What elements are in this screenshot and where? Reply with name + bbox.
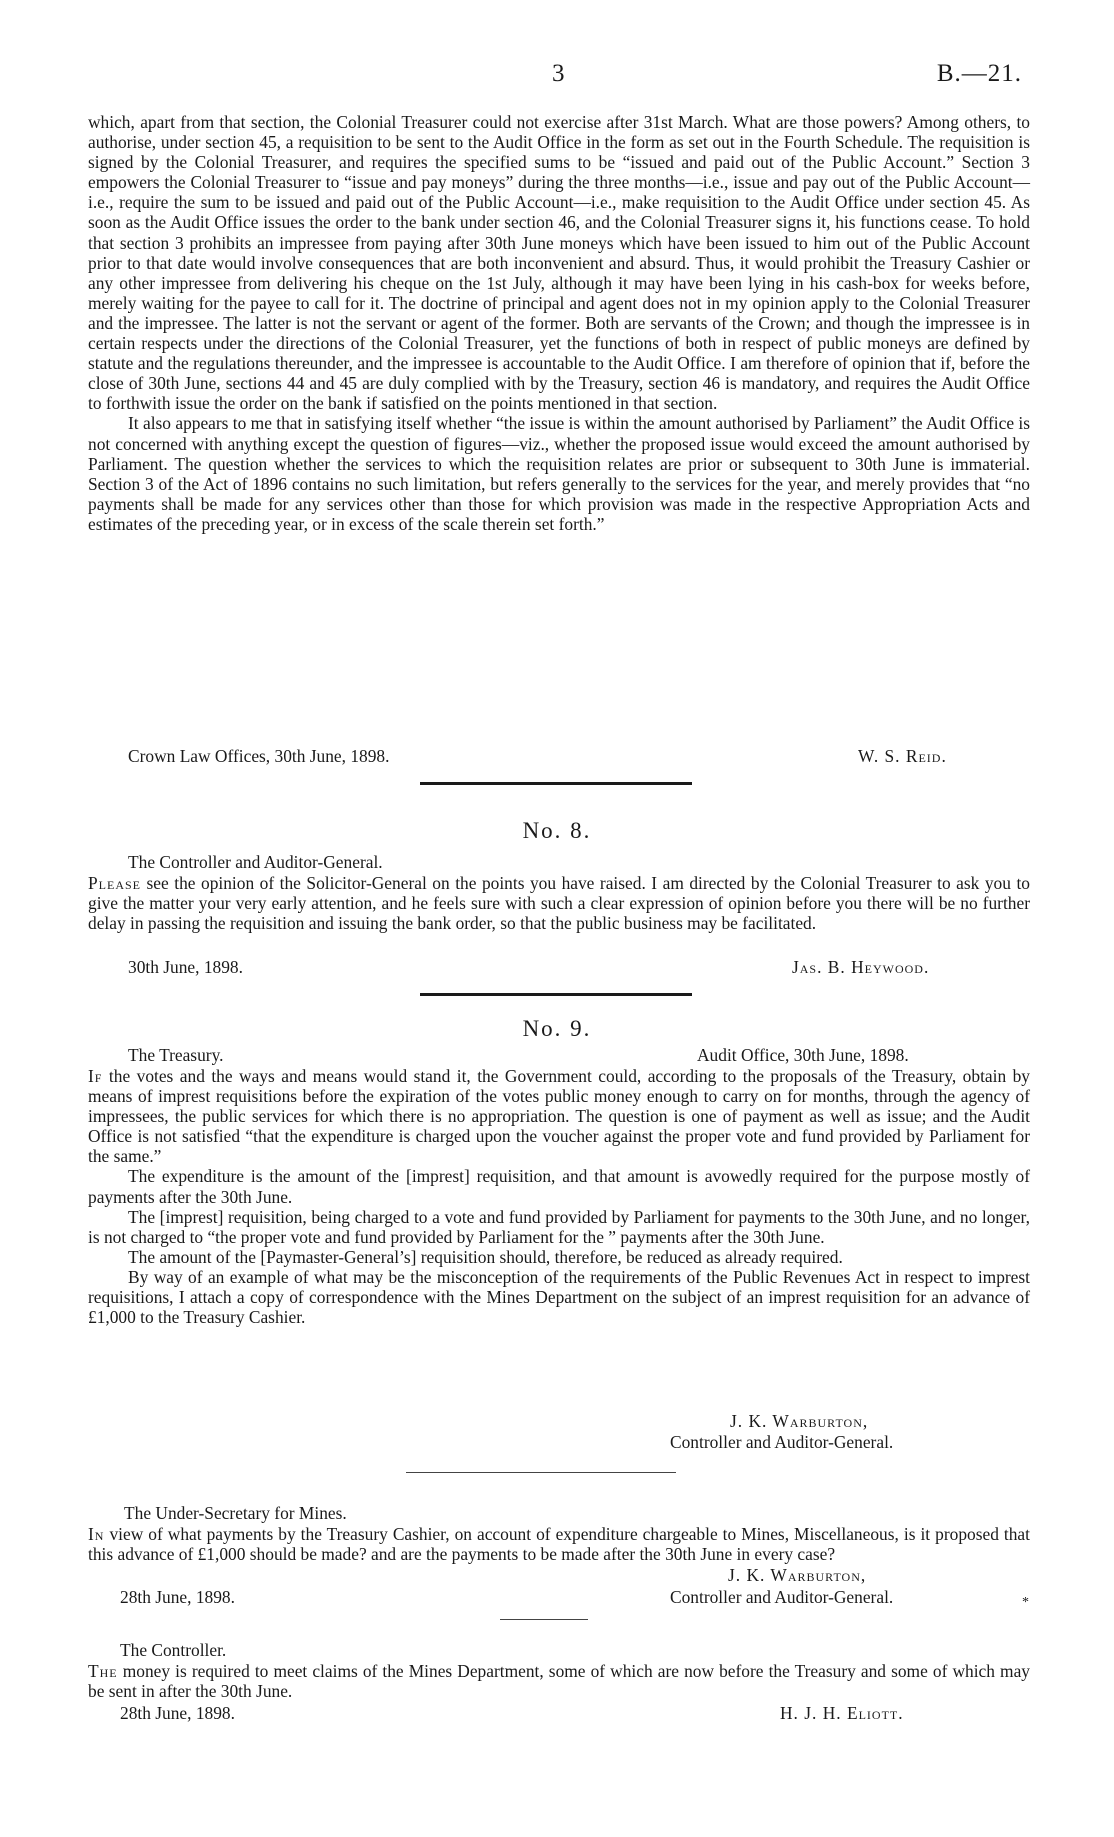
reply-addressee: The Controller.	[120, 1640, 227, 1660]
no9-heading: No. 9.	[522, 1016, 592, 1041]
correspondence-divider	[406, 1472, 676, 1473]
mines-title: Controller and Auditor-General.	[670, 1587, 894, 1607]
no8-lead: Please	[88, 873, 142, 893]
no8-addressee: The Controller and Auditor-General.	[128, 852, 383, 872]
stray-mark: *	[1022, 1595, 1029, 1610]
no9-addressee-row	[88, 1045, 1030, 1067]
reply-lead: The	[88, 1661, 118, 1681]
no8-heading: No. 8.	[522, 818, 592, 843]
no9-p4: The amount of the [Paymaster-General’s] requisition should, therefore, be reduced as already required.	[128, 1246, 843, 1267]
page-number: 3	[552, 60, 565, 87]
no8-signature: Jas. B. Heywood.	[792, 957, 930, 977]
mines-signature: J. K. Warburton,	[728, 1565, 867, 1585]
no9-p3: The [imprest] requisition, being charged to a vote and fund provided by Parliament for payments to the 30th June, and no longer, is not charged to “the proper vote and fund provided by Parliament for the ” payments after the 30th June.	[88, 1206, 1030, 1247]
reply-body	[88, 1661, 1030, 1701]
short-divider	[500, 1619, 588, 1620]
section-divider	[420, 782, 692, 785]
mines-addressee-row	[88, 1503, 1030, 1525]
no8-body	[88, 873, 1030, 933]
mines-lead: In	[88, 1524, 105, 1544]
no9-p1: the votes and the ways and means would stand it, the Government could, according to the proposals of the Treasury, obtain by means of imprest requisitions before the expiration of the votes public money enough to carry on for months, through the agency of impressees, the public services for which there is no appropriation. The question is one of payment as well as issue; and the Audit Office is not satisfied “that the expenditure is charged upon the voucher against the proper vote and fund provided by Parliament for the same.”	[88, 1066, 1030, 1167]
mines-addressee: The Under-Secretary for Mines.	[124, 1503, 347, 1523]
opinion-paragraph-1: which, apart from that section, the Colonial Treasurer could not exercise after 31st March. What are those powers? Among others, to authorise, under section 45, a requisition to be sent to the Audit Office in the form as set out in the Fourth Schedule. The requisition is signed by the Colonial Treasurer, and requires the specified sums to be “issued and paid out of the Public Account.” Section 3 empowers the Colonial Treasurer to “issue and pay moneys” during the three months—i.e., issue and pay out of the Public Account—i.e., require the sum to be issued and paid out of the Public Account—i.e., make requisition to the Audit Office under section 45. As soon as the Audit Office issues the order to the bank under section 46, and the Colonial Treasurer signs it, his functions cease. To hold that section 3 prohibits an impressee from paying after 30th June moneys which have been issued to him out of the Public Account prior to that date would involve consequences that are both inconvenient and absurd. Thus, it would prohibit the Treasury Cashier or any other impressee from delivering his cheque on the 1st July, although it may have been lying in his cash-box for weeks before, merely waiting for the payee to call for it. The doctrine of principal and agent does not in my opinion apply to the Colonial Treasurer and the impressee. The latter is not the servant or agent of the former. Both are servants of the Crown; and though the impressee is in certain respects under the directions of the Colonial Treasurer, yet the functions of both in respect of public moneys are defined by statute and the regulations thereunder, and the impressee is accountable to the Audit Office. I am therefore of opinion that if, before the close of 30th June, sections 44 and 45 are duly complied with by the Treasury, section 46 is mandatory, and requires the Audit Office to forthwith issue the order on the bank if satisfied on the points mentioned in that section.	[88, 112, 1030, 414]
mines-date: 28th June, 1898.	[120, 1587, 235, 1607]
opinion-signature: W. S. Reid.	[858, 746, 947, 766]
no9-addressee: The Treasury.	[128, 1045, 224, 1065]
reply-signoff	[88, 1703, 1030, 1725]
opinion-body	[88, 112, 1030, 534]
no8-date: 30th June, 1898.	[128, 957, 243, 977]
no9-p5: By way of an example of what may be the misconception of the requirements of the Public Revenues Act in respect to imprest requisitions, I attach a copy of correspondence with the Mines Department on the subject of an imprest requisition for an advance of £1,000 to the Treasury Cashier.	[88, 1266, 1030, 1328]
no9-title-row	[88, 1432, 1030, 1454]
no9-place-date: Audit Office, 30th June, 1898.	[697, 1045, 909, 1065]
no9-lead: If	[88, 1066, 103, 1086]
page-reference: B.—21.	[936, 60, 1022, 87]
no9-body	[88, 1066, 1030, 1327]
no8-text: see the opinion of the Solicitor-General on the points you have raised. I am directed by the Colonial Treasurer to ask you to give the matter your very early attention, and he feels sure with such a clear expression of opinion before you there will be no further delay in passing the requisition and issuing the bank order, so that the public business may be facilitated.	[88, 873, 1030, 934]
opinion-paragraph-2: It also appears to me that in satisfying itself whether “the issue is within the amount authorised by Parliament” the Audit Office is not concerned with anything except the question of figures—viz., whether the proposed issue would exceed the amount authorised by Parliament. The question whether the services to which the requisition relates are prior or subsequent to 30th June is immaterial. Section 3 of the Act of 1896 contains no such limitation, but refers generally to the services for the year, and merely provides that “no payments shall be made for any services other than those for which provision was made in the respective Appropriation Acts and estimates of the preceding year, or in excess of the scale therein set forth.”	[88, 413, 1030, 534]
reply-text: money is required to meet claims of the Mines Department, some of which are now before the Treasury and some of which may be sent in after the 30th June.	[88, 1661, 1030, 1702]
opinion-signoff	[88, 746, 1030, 768]
reply-addressee-row	[88, 1640, 1030, 1662]
no8-addressee-row	[88, 852, 1030, 874]
mines-signoff	[88, 1587, 1030, 1609]
mines-signature-row	[88, 1565, 1030, 1587]
page-header	[0, 60, 1114, 96]
mines-text: view of what payments by the Treasury Cashier, on account of expenditure chargeable to Mines, Miscellaneous, is it proposed that this advance of £1,000 should be made? and are the payments to be made after the 30th June in every case?	[88, 1524, 1030, 1565]
reply-date: 28th June, 1898.	[120, 1703, 235, 1723]
opinion-place-date: Crown Law Offices, 30th June, 1898.	[128, 746, 390, 766]
no9-title: Controller and Auditor-General.	[670, 1432, 894, 1452]
no8-signoff	[88, 957, 1030, 979]
no9-p2: The expenditure is the amount of the [imprest] requisition, and that amount is avowedly required for the purpose mostly of payments after the 30th June.	[88, 1166, 1030, 1207]
section-divider	[420, 993, 692, 996]
mines-body	[88, 1524, 1030, 1564]
no9-signature-row	[88, 1411, 1030, 1433]
reply-signature: H. J. H. Eliott.	[780, 1703, 904, 1723]
no9-signature: J. K. Warburton,	[730, 1411, 869, 1431]
